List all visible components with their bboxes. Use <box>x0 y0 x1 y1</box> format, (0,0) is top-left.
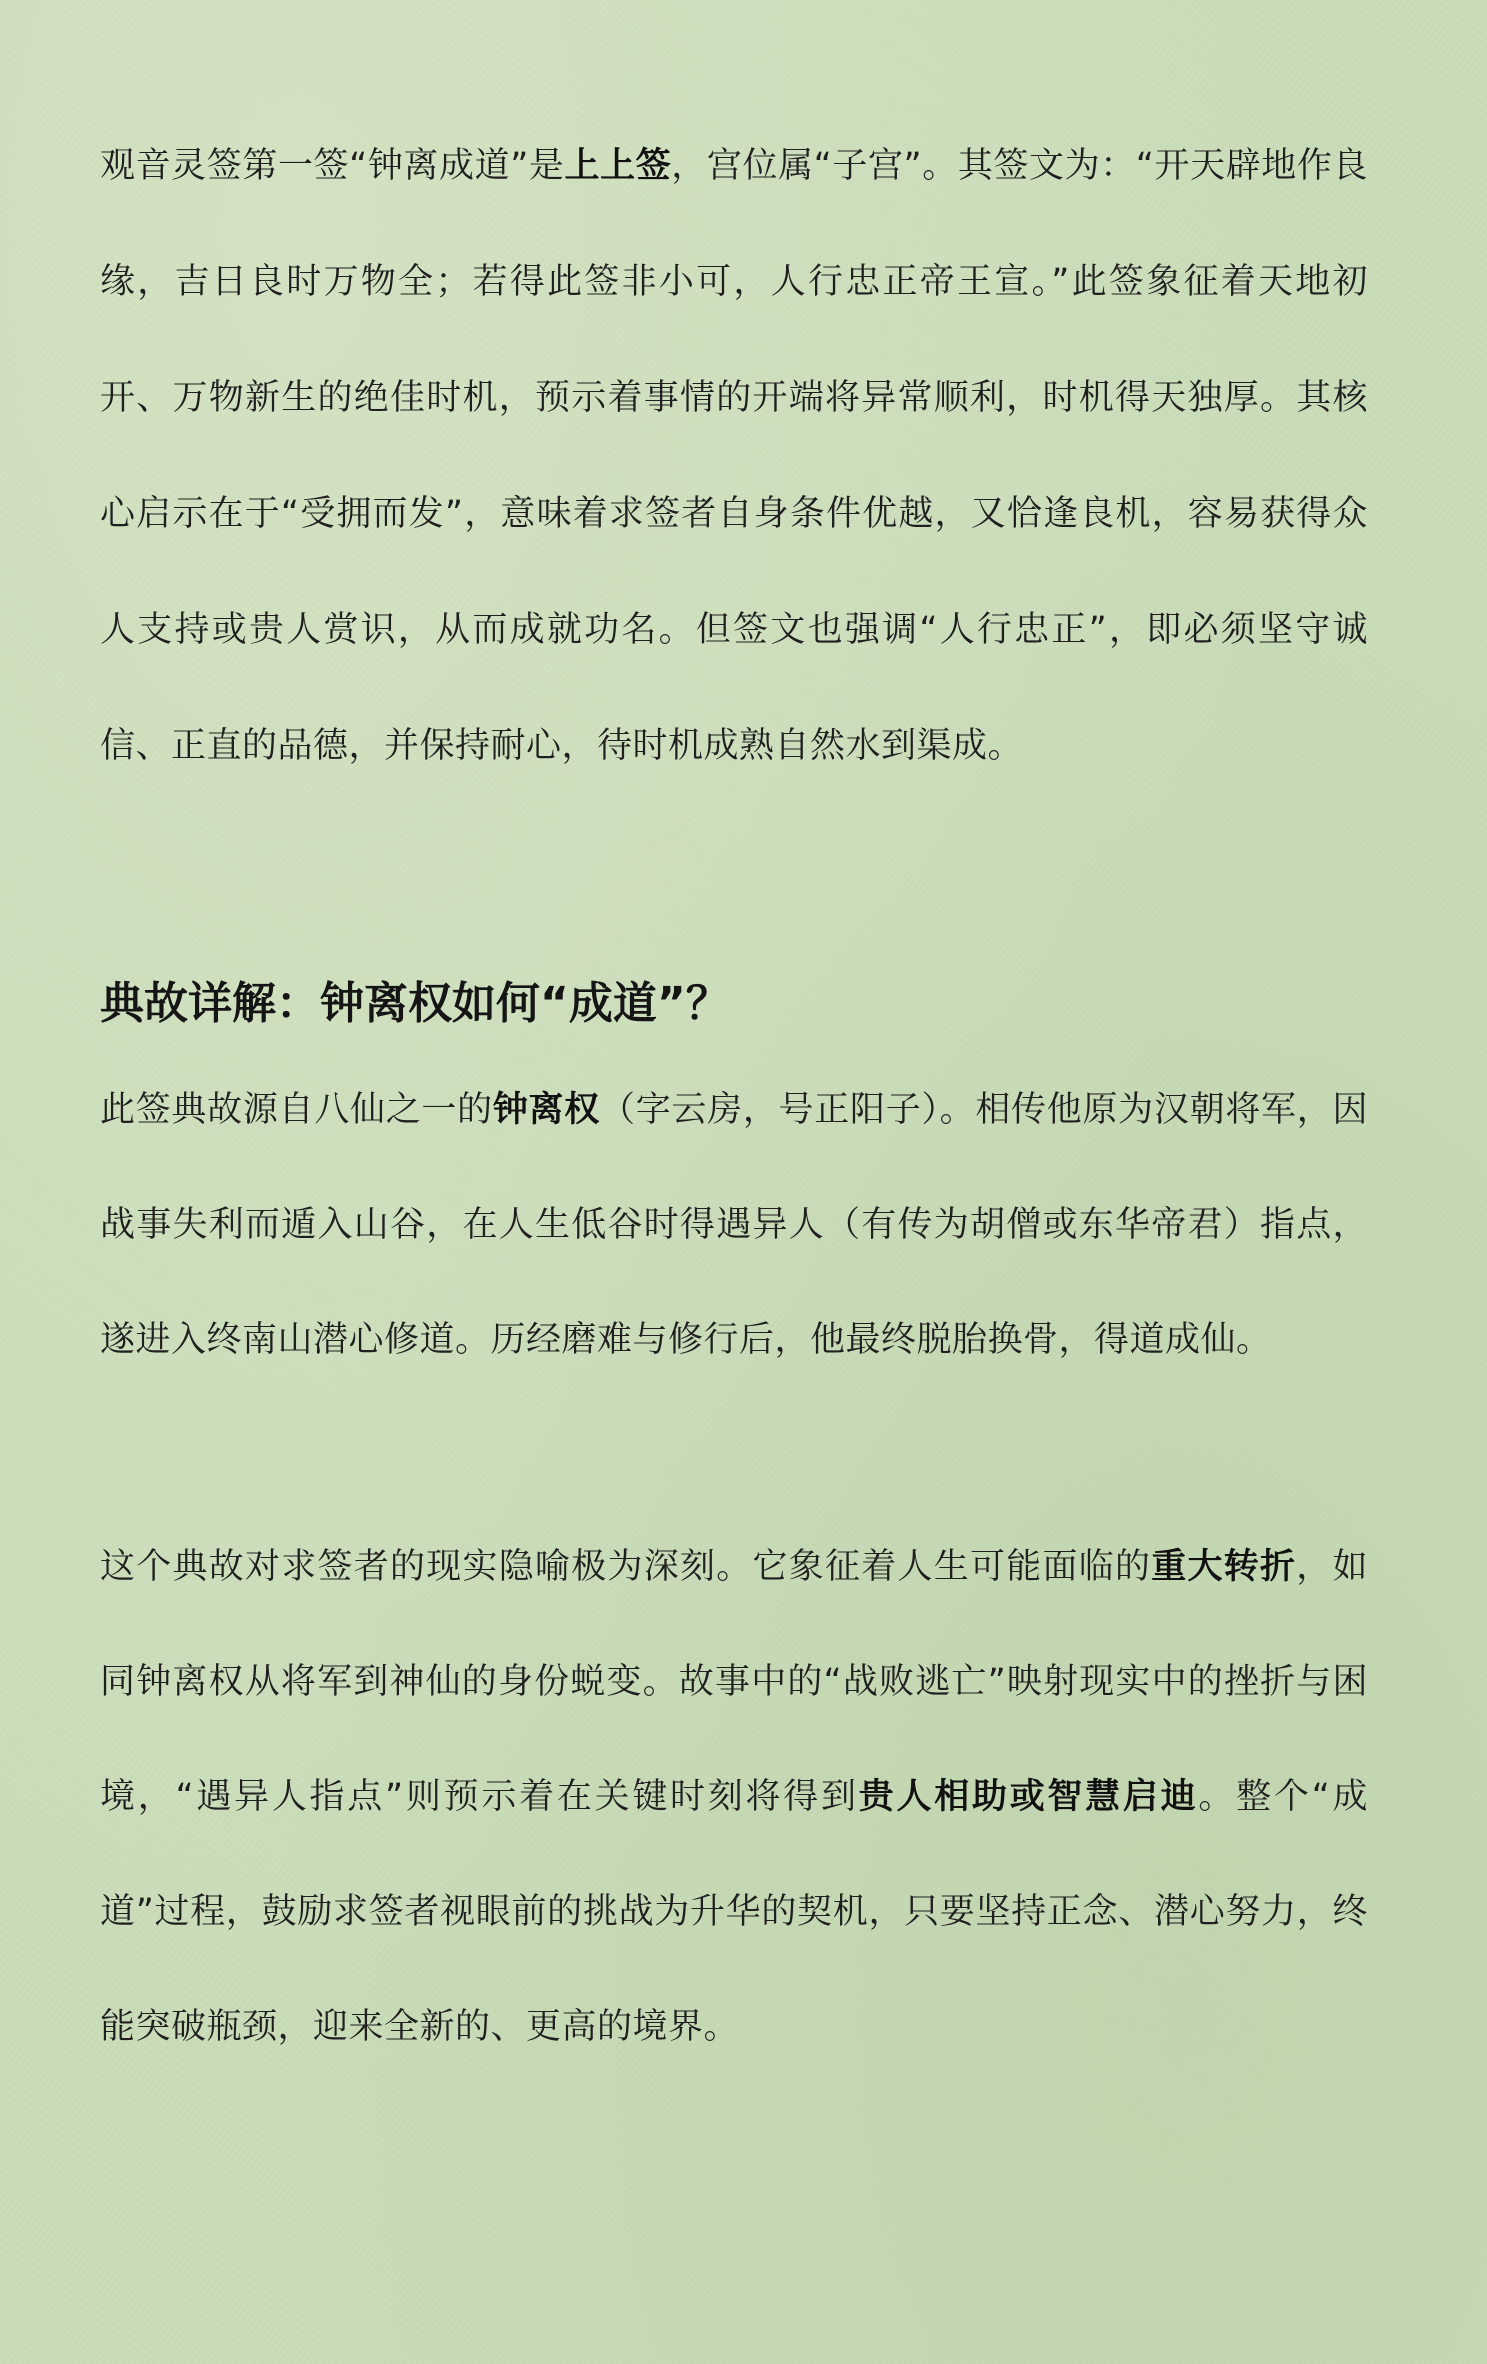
meaning-bold-turning-point: 重大转折 <box>1151 1547 1297 1587</box>
paragraph-meaning <box>100 1510 1368 2085</box>
meaning-text-1: 这个典故对求签者的现实隐喻极为深刻。它象征着人生可能面临的 <box>100 1547 1152 1587</box>
paragraph-story <box>100 1053 1368 1398</box>
story-bold-name: 钟离权 <box>492 1090 600 1130</box>
meaning-text-3: 。整个“成道”过程，鼓励求签者视眼前的挑战为升华的契机，只要坚持正念、潜心努力，终能突破瓶颈，迎来全新的、更高的境界。 <box>100 1777 1368 2047</box>
meaning-bold-help: 贵人相助或智慧启迪 <box>858 1777 1199 1817</box>
intro-bold-rank: 上上签 <box>564 146 672 186</box>
intro-text-2: ，宫位属“子宫”。其签文为：“开天辟地作良缘，吉日良时万物全；若得此签非小可，人行忠正帝王宣。”此签象征着天地初开、万物新生的绝佳时机，预示着事情的开端将异常顺利，时机得天独厚。其核心启示在于“受拥而发”，意味着求签者自身条件优越，又恰逢良机，容易获得众人支持或贵人赏识，从而成就功名。但签文也强调“人行忠正”，即必须坚守诚信、正直的品德，并保持耐心，待时机成熟自然水到渠成。 <box>100 146 1368 766</box>
meaning-text-2: ，如同钟离权从将军到神仙的身份蜕变。故事中的“战败逃亡”映射现实中的挫折与困境，“遇异人指点”则预示着在关键时刻将得到 <box>100 1547 1368 1817</box>
paragraph-intro <box>100 108 1368 804</box>
story-text-1: 此签典故源自八仙之一的 <box>100 1090 493 1130</box>
section-heading: 典故详解：钟离权如何“成道”？ <box>100 978 730 1029</box>
story-text-2: （字云房，号正阳子）。相传他原为汉朝将军，因战事失利而遁入山谷，在人生低谷时得遇异人（有传为胡僧或东华帝君）指点，遂进入终南山潜心修道。历经磨难与修行后，他最终脱胎换骨，得道成仙。 <box>100 1090 1368 1360</box>
intro-text-1: 观音灵签第一签“钟离成道”是 <box>100 146 565 186</box>
